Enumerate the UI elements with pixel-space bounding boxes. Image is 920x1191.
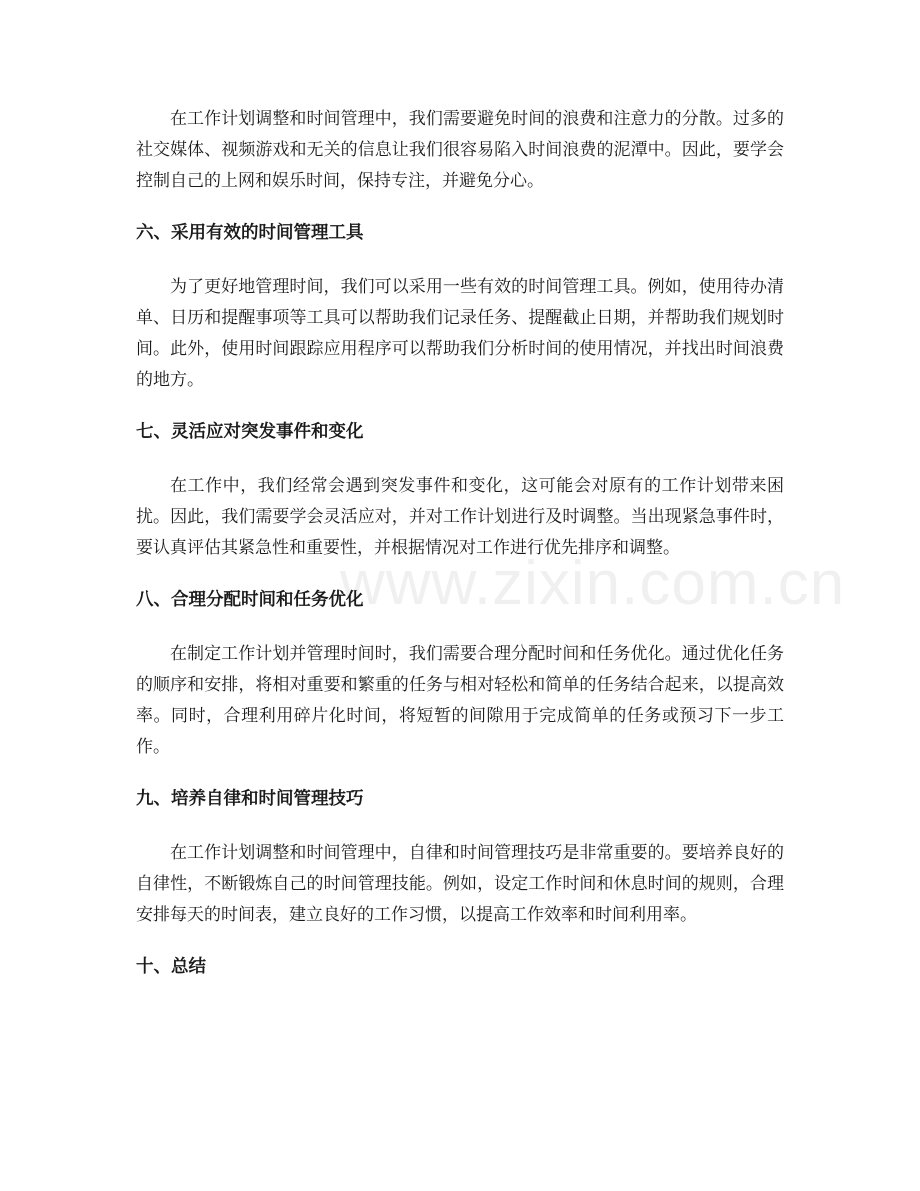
document-body xyxy=(136,104,784,980)
paragraph-avoid-distraction: 在工作计划调整和时间管理中，我们需要避免时间的浪费和注意力的分散。过多的社交媒体、视频游戏和无关的信息让我们很容易陷入时间浪费的泥潭中。因此，要学会控制自己的上网和娱乐时间，保持专注，并避免分心。 xyxy=(136,109,784,191)
paragraph-section-7: 在工作中，我们经常会遇到突发事件和变化，这可能会对原有的工作计划带来困扰。因此，我们需要学会灵活应对，并对工作计划进行及时调整。当出现紧急事件时，要认真评估其紧急性和重要性，并根据情况对工作进行优先排序和调整。 xyxy=(136,476,784,558)
watermark: www.zixin.com.cn xyxy=(340,549,846,618)
heading-section-7: 七、灵活应对突发事件和变化 xyxy=(136,422,364,442)
heading-section-8: 八、合理分配时间和任务优化 xyxy=(136,590,364,610)
paragraph-section-6: 为了更好地管理时间，我们可以采用一些有效的时间管理工具。例如，使用待办清单、日历和提醒事项等工具可以帮助我们记录任务、提醒截止日期，并帮助我们规划时间。此外，使用时间跟踪应用程序可以帮助我们分析时间的使用情况，并找出时间浪费的地方。 xyxy=(136,277,784,390)
heading-section-9: 九、培养自律和时间管理技巧 xyxy=(136,789,364,809)
heading-section-10: 十、总结 xyxy=(136,957,206,977)
paragraph-section-8: 在制定工作计划并管理时间时，我们需要合理分配时间和任务优化。通过优化任务的顺序和安排，将相对重要和繁重的任务与相对轻松和简单的任务结合起来，以提高效率。同时，合理利用碎片化时间，将短暂的间隙用于完成简单的任务或预习下一步工作。 xyxy=(136,644,784,757)
paragraph-section-9: 在工作计划调整和时间管理中，自律和时间管理技巧是非常重要的。要培养良好的自律性，不断锻炼自己的时间管理技能。例如，设定工作时间和休息时间的规则，合理安排每天的时间表，建立良好的工作习惯，以提高工作效率和时间利用率。 xyxy=(136,843,784,925)
heading-section-6: 六、采用有效的时间管理工具 xyxy=(136,223,364,243)
